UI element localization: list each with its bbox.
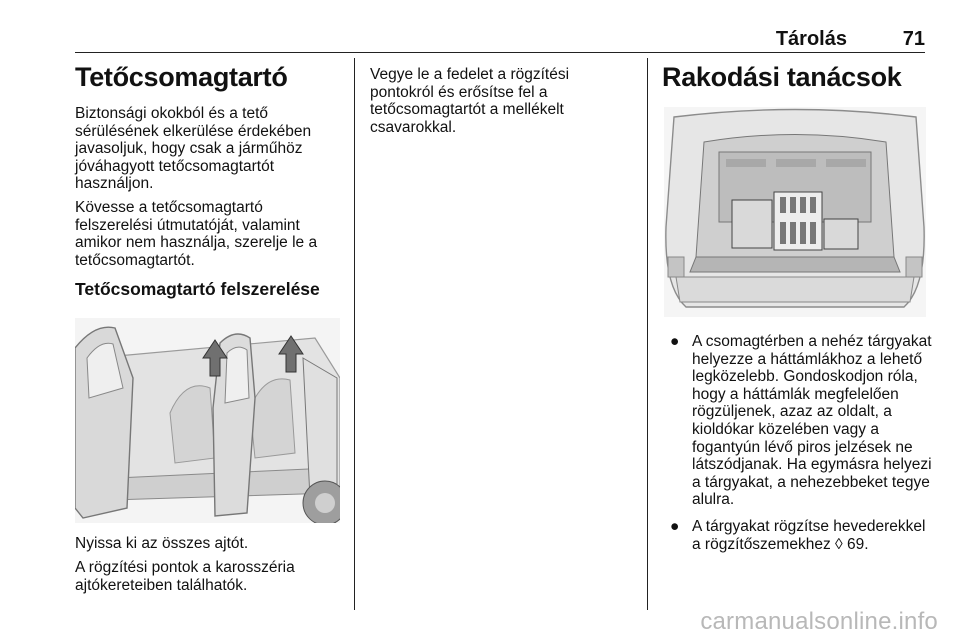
page-header <box>75 26 925 53</box>
loading-tips-heading: Rakodási tanácsok <box>662 62 902 92</box>
list-item-text: A tárgyakat rögzítse hevederekkel a rögzítőszemekhez ◊ 69. <box>692 517 926 553</box>
column-divider-2 <box>647 58 648 610</box>
roof-rack-heading: Tetőcsomagtartó <box>75 62 288 92</box>
bullet-icon: ● <box>670 333 680 350</box>
column-divider-1 <box>354 58 355 610</box>
loading-tips-list <box>662 333 932 553</box>
list-item-text: A csomagtérben a nehéz tárgyakat helyezze a háttámlákhoz a lehető legközelebb. Gondoskodjon róla, hogy a háttámlák megfelelően rögzüljenek, azaz az oldalt, a kioldókar közelében vagy a fogantyún lévő piros jelzések ne látszódjanak. Ha egymásra helyezi a tárgyakat, a nehezebbeket tegye alulra. <box>692 333 932 509</box>
section-title: Tárolás <box>775 28 847 50</box>
column-roof-rack <box>75 58 340 600</box>
page-number: 71 <box>902 28 925 50</box>
roof-rack-safety-paragraph: Biztonsági okokból és a tető sérülésének elkerülése érdekében javasoljuk, hogy csak a járműhöz jóváhagyott tetőcsomagtartót használjon. <box>75 105 312 193</box>
column-loading-tips <box>662 58 932 562</box>
open-doors-illustration <box>75 318 340 523</box>
bullet-icon: ● <box>670 517 680 535</box>
open-doors-paragraph: Nyissa ki az összes ajtót. <box>75 535 249 553</box>
column-roof-rack-continued <box>370 58 625 142</box>
roof-rack-installation-heading: Tetőcsomagtartó felszerelése <box>75 279 320 300</box>
watermark: carmanualsonline.info <box>700 608 938 635</box>
list-item <box>662 333 932 509</box>
cargo-area-illustration <box>664 107 926 317</box>
list-item <box>662 518 932 553</box>
remove-cover-paragraph: Vegye le a fedelet a rögzítési pontokról és erősítse fel a tetőcsomagtartót a mellékelt csavarokkal. <box>370 66 570 136</box>
roof-rack-instructions-paragraph: Kövesse a tetőcsomagtartó felszerelési útmutatóját, valamint amikor nem használja, szerelje le a tetőcsomagtartót. <box>75 198 318 269</box>
mounting-points-paragraph: A rögzítési pontok a karosszéria ajtókereteiben találhatók. <box>75 558 295 594</box>
